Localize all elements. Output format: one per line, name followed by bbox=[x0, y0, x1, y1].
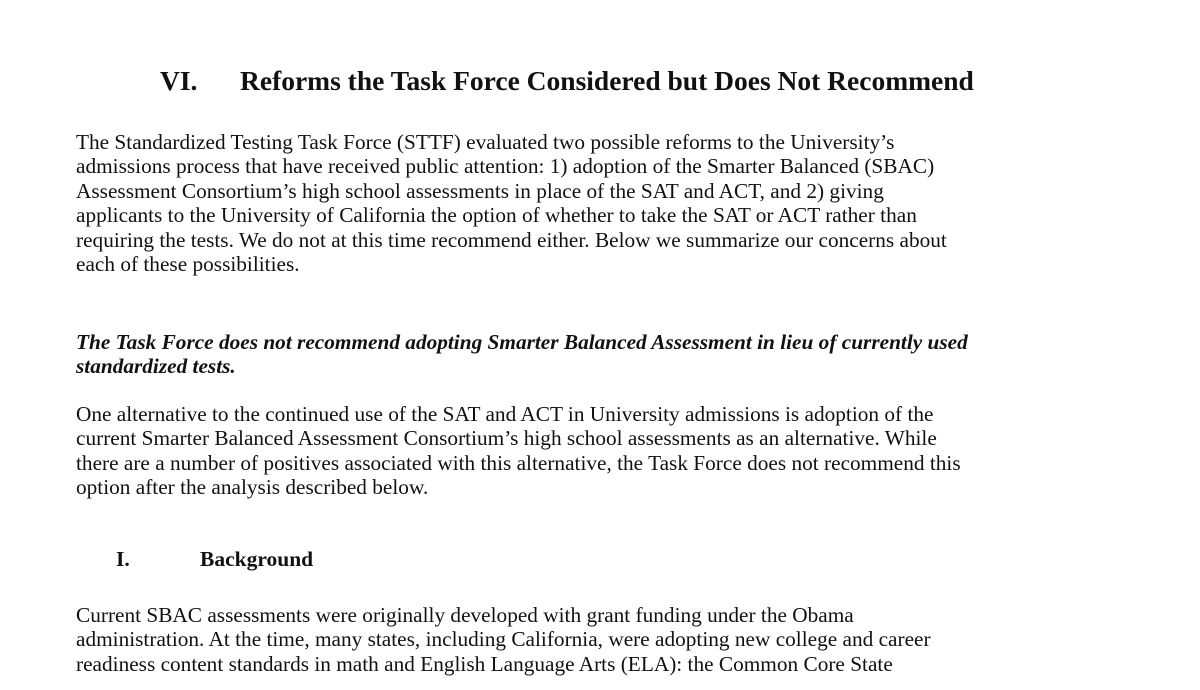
section-heading bbox=[160, 62, 1160, 100]
subsection-title: Background bbox=[200, 547, 314, 571]
text-line: administration. At the time, many states, including California, were adopting new college and career bbox=[76, 627, 931, 652]
text-line: readiness content standards in math and English Language Arts (ELA): the Common Core State bbox=[76, 651, 893, 676]
text-line: Current SBAC assessments were originally developed with grant funding under the Obama bbox=[76, 603, 854, 627]
subsection-heading bbox=[116, 544, 313, 574]
text-line: there are a number of positives associated with this alternative, the Task Force does not recommend this bbox=[76, 450, 961, 475]
background-paragraph bbox=[76, 603, 1166, 676]
text-line: requiring the tests. We do not at this time recommend either. Below we summarize our concerns about bbox=[76, 227, 947, 252]
recommendation-heading bbox=[76, 330, 1166, 379]
text-line: admissions process that have received public attention: 1) adoption of the Smarter Balanced (SBAC) bbox=[76, 154, 935, 179]
text-line: Assessment Consortium’s high school assessments in place of the SAT and ACT, and 2) giving bbox=[76, 178, 884, 203]
section-title: Reforms the Task Force Considered but Does Not Recommend bbox=[240, 65, 974, 96]
text-line: each of these possibilities. bbox=[76, 252, 300, 277]
text-line: The Standardized Testing Task Force (STTF) evaluated two possible reforms to the University’s bbox=[76, 130, 895, 154]
text-line: standardized tests. bbox=[76, 354, 236, 379]
section-number: VI. bbox=[160, 65, 198, 96]
subsection-number: I. bbox=[116, 547, 130, 571]
text-line: The Task Force does not recommend adopting Smarter Balanced Assessment in lieu of currently used bbox=[76, 330, 968, 354]
text-line: current Smarter Balanced Assessment Consortium’s high school assessments as an alternative. While bbox=[76, 426, 937, 451]
text-line: applicants to the University of California the option of whether to take the SAT or ACT rather than bbox=[76, 203, 917, 228]
alternative-paragraph bbox=[76, 402, 1166, 500]
intro-paragraph bbox=[76, 130, 1166, 276]
text-line: option after the analysis described below. bbox=[76, 475, 429, 500]
text-line: One alternative to the continued use of the SAT and ACT in University admissions is adoption of the bbox=[76, 402, 934, 426]
